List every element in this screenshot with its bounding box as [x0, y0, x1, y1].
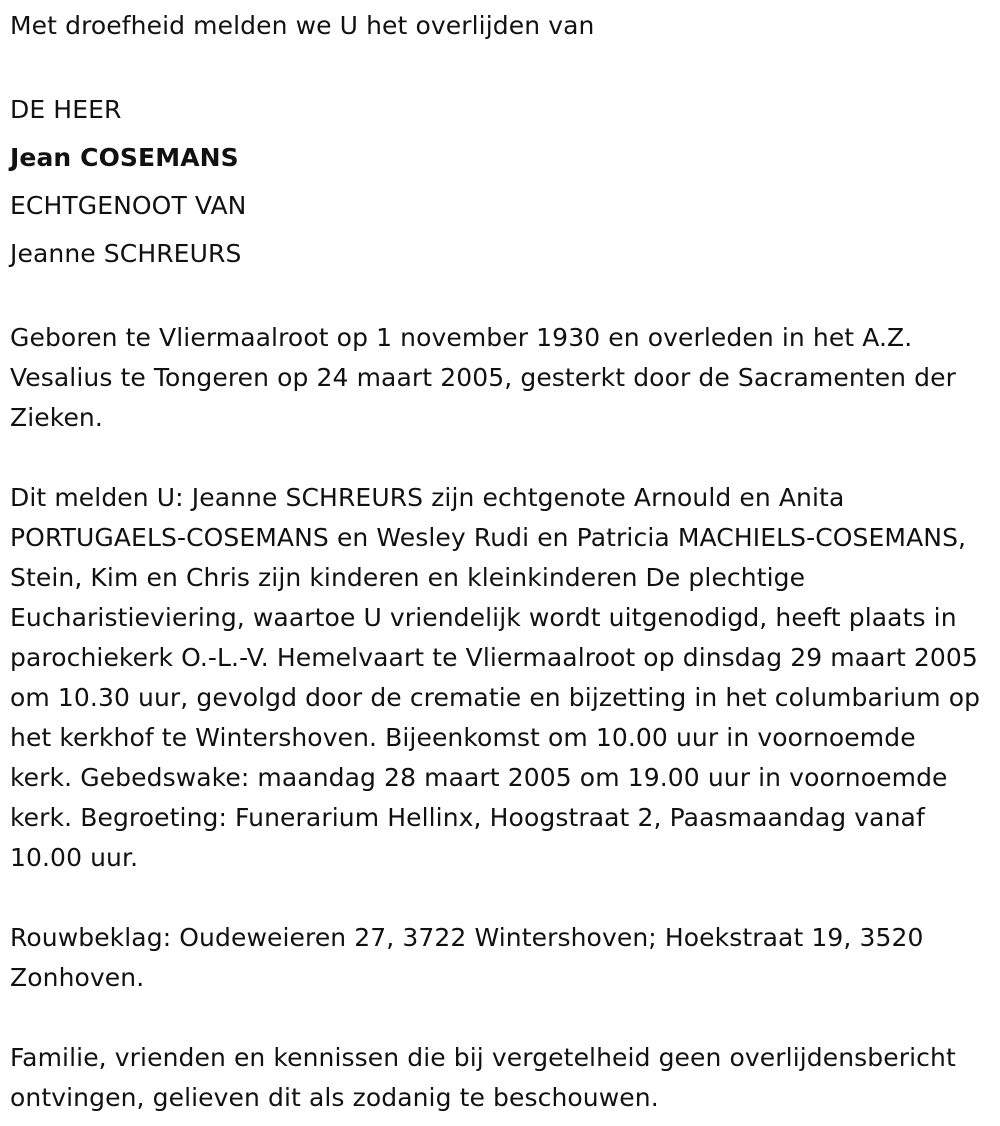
spacer: [10, 998, 985, 1038]
family-ceremony-paragraph: Dit melden U: Jeanne SCHREURS zijn echtgenote Arnould en Anita PORTUGAELS-COSEMANS en Wesley Rudi en Patricia MACHIELS-COSEMANS, Stein, Kim en Chris zijn kinderen en kleinkinderen De plechtige Eucharistieviering, waartoe U vriendelijk wordt uitgenodigd, heeft plaats in parochiekerk O.-L.-V. Hemelvaart te Vliermaalroot op dinsdag 29 maart 2005 om 10.30 uur, gevolgd door de crematie en bijzetting in het columbarium op het kerkhof te Wintershoven. Bijeenkomst om 10.00 uur in voornoemde kerk. Gebedswake: maandag 28 maart 2005 om 19.00 uur in voornoemde kerk. Begroeting: Funerarium Hellinx, Hoogstraat 2, Paasmaandag vanaf 10.00 uur.: [10, 483, 981, 872]
spacer: [10, 438, 985, 478]
deceased-name: Jean COSEMANS: [10, 143, 239, 172]
relation-label: ECHTGENOOT VAN: [10, 191, 247, 220]
death-notice: [10, 6, 985, 1118]
spacer: [10, 878, 985, 918]
title-prefix: DE HEER: [10, 95, 122, 124]
intro-line: Met droefheid melden we U het overlijden van: [10, 11, 595, 40]
closing-paragraph: Familie, vrienden en kennissen die bij vergetelheid geen overlijdensbericht ontvingen, gelieven dit als zodanig te beschouwen.: [10, 1043, 956, 1112]
spouse-name: Jeanne SCHREURS: [10, 239, 242, 268]
spacer: [10, 278, 985, 318]
spacer: [10, 46, 985, 86]
birth-death-paragraph: Geboren te Vliermaalroot op 1 november 1930 en overleden in het A.Z. Vesalius te Tongeren op 24 maart 2005, gesterkt door de Sacramenten der Zieken.: [10, 323, 957, 432]
condolence-address-paragraph: Rouwbeklag: Oudeweieren 27, 3722 Wintershoven; Hoekstraat 19, 3520 Zonhoven.: [10, 923, 924, 992]
